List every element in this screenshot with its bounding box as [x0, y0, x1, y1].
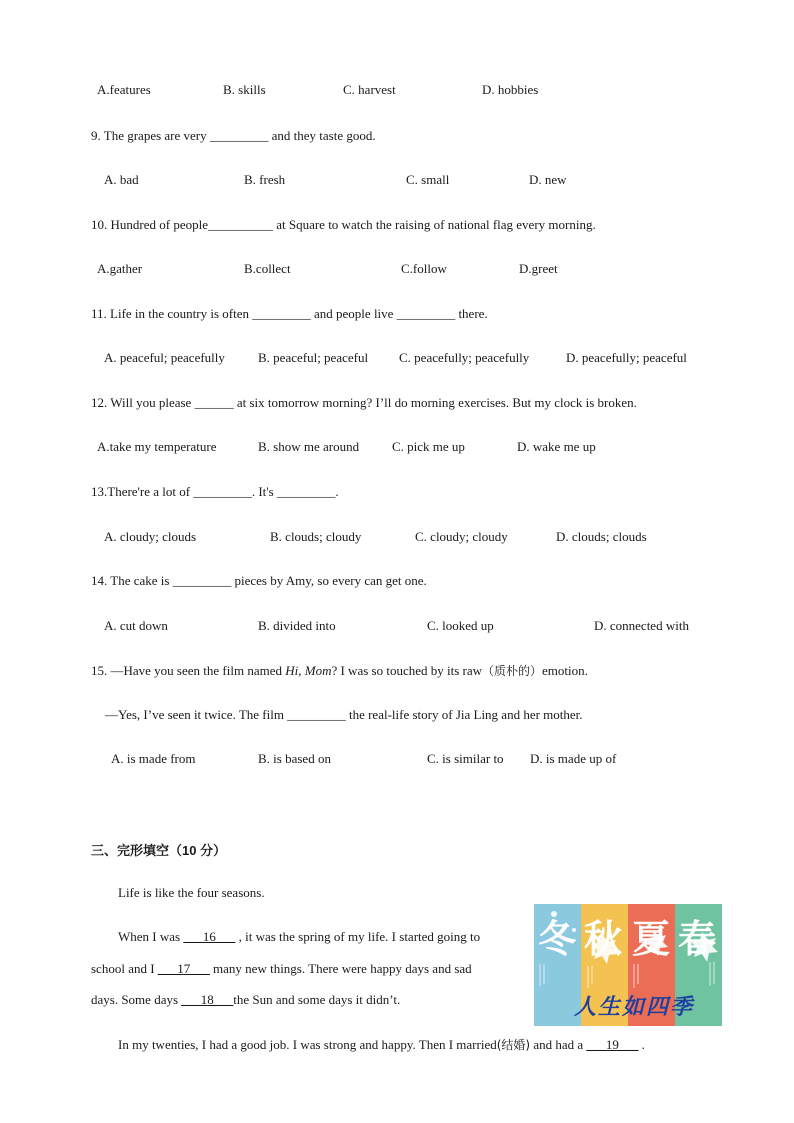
q8-option-a[interactable]: A.features [97, 82, 151, 97]
q13-text: . It's [251, 484, 277, 499]
q15-text: the real-life story of Jia Ling and her mother. [345, 707, 583, 722]
q13-option-d[interactable]: D. clouds; clouds [556, 529, 647, 544]
q11-option-a[interactable]: A. peaceful; peacefully [104, 350, 225, 365]
q10-text: at Square to watch the raising of national flag every morning. [272, 217, 596, 232]
passage-text: days. Some days [91, 992, 182, 1007]
q12-option-d[interactable]: D. wake me up [517, 439, 596, 454]
question-10 [91, 217, 596, 233]
q10-text: 10. Hundred of people [91, 217, 208, 232]
q12-text: at six tomorrow morning? I’ll do morning exercises. But my clock is broken. [233, 395, 637, 410]
q14-text: pieces by Amy, so every can get one. [231, 573, 427, 588]
q8-option-b[interactable]: B. skills [223, 82, 266, 97]
question-11 [91, 306, 488, 322]
q9-blank[interactable]: _________ [209, 128, 269, 143]
question-12 [91, 395, 637, 411]
q15-text: ? I was so touched by its raw [331, 663, 483, 678]
q15-text: emotion. [542, 663, 588, 678]
q10-option-c[interactable]: C.follow [401, 261, 447, 276]
q11-option-c[interactable]: C. peacefully; peacefully [399, 350, 530, 365]
q8-option-d[interactable]: D. hobbies [482, 82, 539, 97]
q11-text: there. [455, 306, 488, 321]
q14-option-c[interactable]: C. looked up [427, 618, 494, 633]
passage-line-5 [118, 1036, 645, 1053]
q12-option-b[interactable]: B. show me around [258, 439, 360, 454]
autumn-char: 秋 [584, 916, 623, 961]
q12-option-c[interactable]: C. pick me up [392, 439, 465, 454]
q15-film-title: Hi, Mom [285, 663, 332, 678]
passage-text: the Sun and some days it didn’t. [233, 992, 401, 1007]
poster-fine-text [534, 904, 722, 1026]
q11-blank[interactable]: _________ [252, 306, 311, 321]
q12-text: 12. Will you please [91, 395, 195, 410]
q11-blank[interactable]: _________ [396, 306, 456, 321]
q13-text: 13.There're a lot of [91, 484, 194, 499]
q15-option-b[interactable]: B. is based on [258, 751, 331, 766]
q12-option-a[interactable]: A.take my temperature [97, 439, 217, 454]
q10-option-a[interactable]: A.gather [97, 261, 143, 276]
q10-blank[interactable]: __________ [207, 217, 273, 232]
q14-option-b[interactable]: B. divided into [258, 618, 336, 633]
q15-option-c[interactable]: C. is similar to [427, 751, 504, 766]
q14-option-a[interactable]: A. cut down [104, 618, 168, 633]
passage-gloss: (结婚) [496, 1038, 531, 1052]
winter-char: 冬 [538, 916, 577, 961]
q9-options [0, 172, 794, 192]
q11-option-d[interactable]: D. peacefully; peaceful [566, 350, 687, 365]
seasons-poster-image [534, 904, 722, 1026]
blank-18[interactable]: ___18___ [181, 992, 234, 1007]
q15-blank[interactable]: _________ [287, 707, 346, 722]
blank-17[interactable]: ___17___ [157, 961, 210, 976]
q13-option-b[interactable]: B. clouds; cloudy [270, 529, 362, 544]
summer-char: 夏 [632, 916, 671, 961]
q13-blank[interactable]: _________ [276, 484, 336, 499]
q13-text: . [335, 484, 339, 499]
q14-text: 14. The cake is [91, 573, 173, 588]
poster-motto: 人生如四季 [574, 994, 695, 1020]
question-15-answer-line [105, 707, 583, 723]
question-14 [91, 573, 427, 589]
blank-19[interactable]: ___19___ [586, 1037, 639, 1052]
passage-line-1: Life is like the four seasons. [118, 885, 265, 900]
q8-options [0, 82, 794, 102]
q10-option-d[interactable]: D.greet [519, 261, 558, 276]
q13-option-a[interactable]: A. cloudy; clouds [104, 529, 197, 544]
question-15 [91, 662, 588, 679]
q15-text: 15. —Have you seen the film named [91, 663, 286, 678]
q9-option-b[interactable]: B. fresh [244, 172, 286, 187]
passage-line-2 [118, 929, 480, 945]
passage-text: , it was the spring of my life. I started going to [235, 929, 481, 944]
q13-blank[interactable]: _________ [193, 484, 252, 499]
passage-text: In my twenties, I had a good job. I was strong and happy. Then I married [118, 1037, 497, 1052]
q12-options [0, 439, 794, 459]
q13-option-c[interactable]: C. cloudy; cloudy [415, 529, 508, 544]
passage-text: When I was [118, 929, 184, 944]
q14-options [0, 618, 794, 638]
q9-text: 9. The grapes are very [91, 128, 210, 143]
q15-gloss: （质朴的） [482, 664, 543, 678]
q11-text: 11. Life in the country is often [91, 306, 253, 321]
q13-options [0, 529, 794, 549]
q12-blank[interactable]: ______ [194, 395, 234, 410]
q9-text: and they taste good. [268, 128, 376, 143]
section-heading: 三、完形填空（10 分） [91, 843, 227, 858]
passage-text: . [638, 1037, 645, 1052]
passage-text: many new things. There were happy days and sad [209, 961, 472, 976]
q11-options [0, 350, 794, 370]
q14-option-d[interactable]: D. connected with [594, 618, 689, 633]
q15-option-d[interactable]: D. is made up of [530, 751, 617, 766]
q9-option-d[interactable]: D. new [529, 172, 567, 187]
question-9 [91, 128, 376, 144]
q9-option-a[interactable]: A. bad [104, 172, 139, 187]
q11-text: and people live [310, 306, 397, 321]
passage-text: and had a [530, 1037, 587, 1052]
q14-blank[interactable]: _________ [172, 573, 232, 588]
question-13 [91, 484, 339, 500]
q15-text: —Yes, I’ve seen it twice. The film [105, 707, 288, 722]
q10-options [0, 261, 794, 281]
blank-16[interactable]: ___16___ [183, 929, 236, 944]
q8-option-c[interactable]: C. harvest [343, 82, 396, 97]
q11-option-b[interactable]: B. peaceful; peaceful [258, 350, 369, 365]
q15-options [0, 751, 794, 771]
q9-option-c[interactable]: C. small [406, 172, 450, 187]
spring-char: 春 [678, 916, 717, 961]
passage-text: school and I [91, 961, 158, 976]
q15-option-a[interactable]: A. is made from [111, 751, 196, 766]
q10-option-b[interactable]: B.collect [244, 261, 291, 276]
passage-line-3 [91, 961, 472, 977]
passage-line-4 [91, 992, 400, 1008]
